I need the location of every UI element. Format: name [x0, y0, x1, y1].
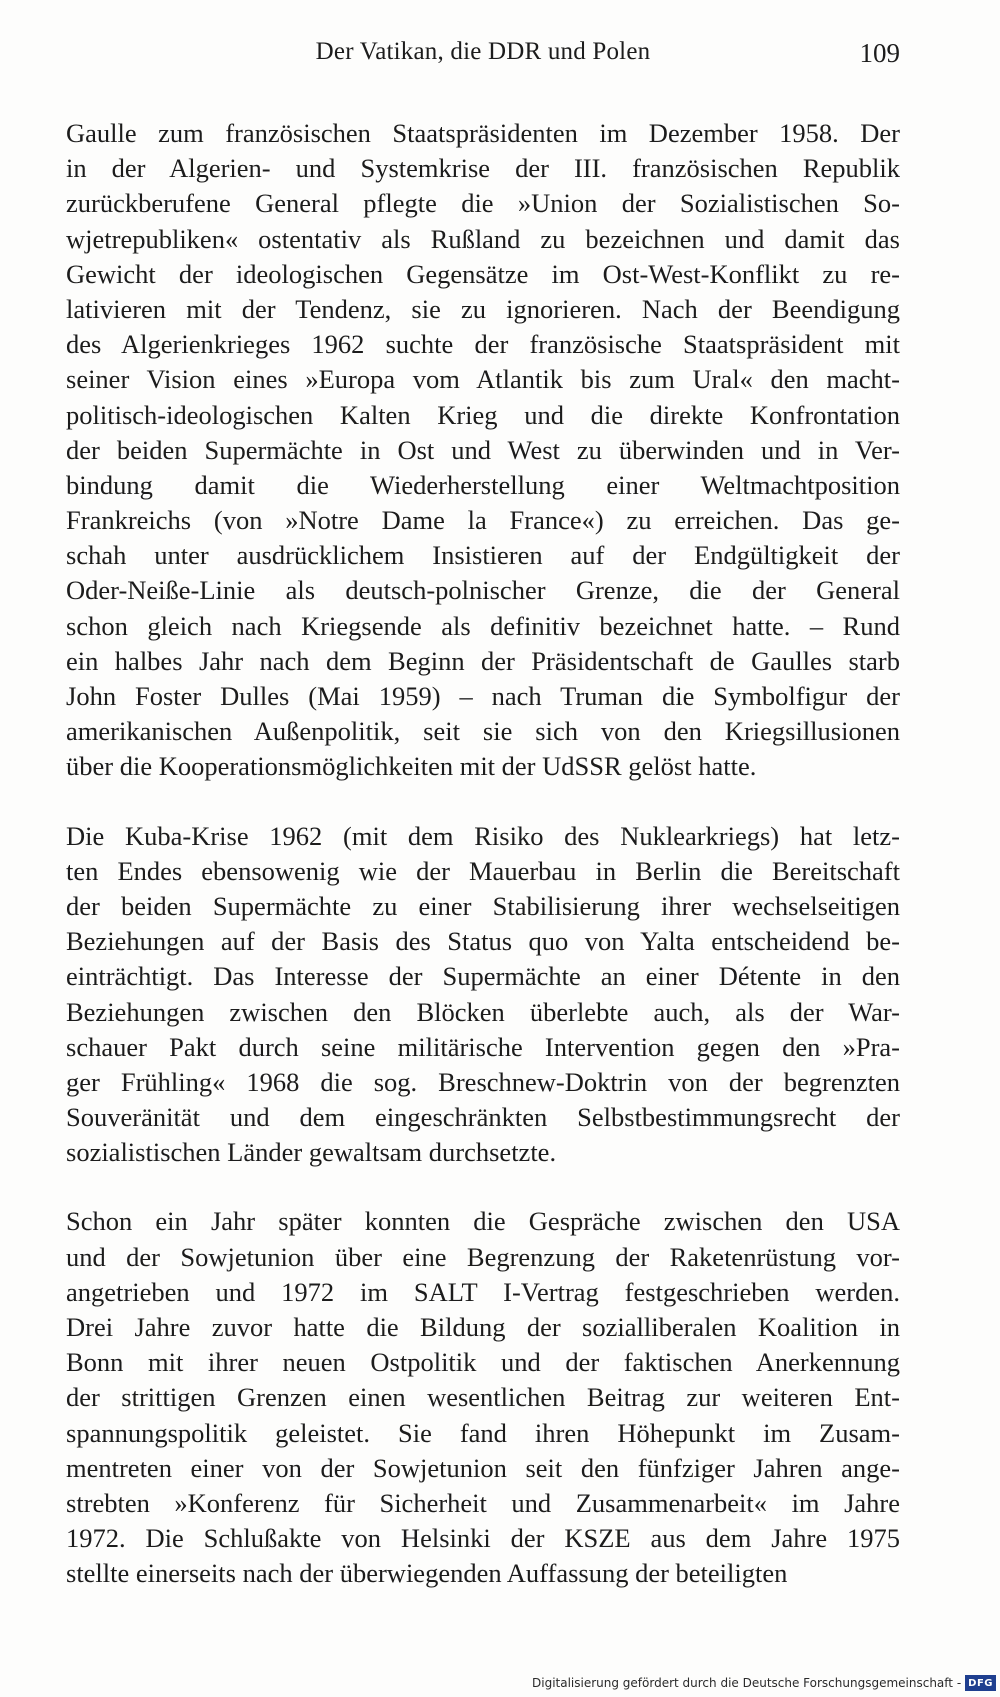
text-line: des Algerienkrieges 1962 suchte der französische Staatspräsident mit: [66, 329, 900, 360]
running-title: Der Vatikan, die DDR und Polen: [315, 38, 651, 65]
text-line: strebten »Konferenz für Sicherheit und Zusammenarbeit« im Jahre: [66, 1487, 900, 1518]
text-line: Beziehungen zwischen den Blöcken überlebte auch, als der War-: [66, 996, 900, 1027]
text-line: Souveränität und dem eingeschränkten Selbstbestimmungsrecht der: [66, 1102, 900, 1133]
text-line: Frankreichs (von »Notre Dame la France«) zu erreichen. Das ge-: [66, 505, 900, 536]
text-line: politisch-ideologischen Kalten Krieg und die direkte Konfrontation: [66, 399, 900, 430]
text-line: der beiden Supermächte in Ost und West zu überwinden und in Ver-: [66, 434, 900, 465]
text-line: in der Algerien- und Systemkrise der III. französischen Republik: [66, 153, 900, 184]
text-line: sozialistischen Länder gewaltsam durchsetzte.: [66, 1137, 557, 1168]
credit-text: Digitalisierung gefördert durch die Deutsche Forschungsgemeinschaft -: [532, 1676, 962, 1690]
text-line: spannungspolitik geleistet. Sie fand ihren Höhepunkt im Zusam-: [66, 1417, 900, 1448]
text-line: bindung damit die Wiederherstellung einer Weltmachtposition: [66, 469, 900, 500]
paragraph: [66, 116, 900, 785]
text-line: ten Endes ebensowenig wie der Mauerbau in Berlin die Bereitschaft: [66, 855, 900, 886]
text-line: schon gleich nach Kriegsende als definitiv bezeichnet hatte. – Rund: [66, 610, 900, 641]
running-head: [66, 38, 900, 78]
paragraph: [66, 1204, 900, 1591]
text-line: ein halbes Jahr nach dem Beginn der Präsidentschaft de Gaulles starb: [66, 645, 900, 676]
text-line: seiner Vision eines »Europa vom Atlantik bis zum Ural« den macht-: [66, 364, 900, 395]
digitization-credit: [532, 1673, 996, 1693]
text-line: Drei Jahre zuvor hatte die Bildung der sozialliberalen Koalition in: [66, 1312, 900, 1342]
text-line: lativieren mit der Tendenz, sie zu ignorieren. Nach der Beendigung: [66, 293, 900, 324]
text-line: 1972. Die Schlußakte von Helsinki der KSZE aus dem Jahre 1975: [66, 1523, 900, 1554]
dfg-logo: DFG: [965, 1675, 996, 1691]
text-line: einträchtigt. Das Interesse der Supermächte an einer Détente in den: [66, 961, 900, 992]
text-line: schah unter ausdrücklichem Insistieren auf der Endgültigkeit der: [66, 540, 900, 571]
text-line: und der Sowjetunion über eine Begrenzung der Raketenrüstung vor-: [66, 1241, 900, 1272]
text-line: zurückberufene General pflegte die »Union der Sozialistischen So-: [66, 188, 900, 219]
text-line: amerikanischen Außenpolitik, seit sie sich von den Kriegsillusionen: [66, 716, 900, 747]
text-line: Oder-Neiße-Linie als deutsch-polnischer Grenze, die der General: [66, 575, 900, 606]
text-line: Bonn mit ihrer neuen Ostpolitik und der faktischen Anerkennung: [66, 1347, 900, 1378]
text-line: schauer Pakt durch seine militärische Intervention gegen den »Pra-: [66, 1031, 900, 1062]
paragraph: [66, 819, 900, 1171]
text-line: über die Kooperationsmöglichkeiten mit der UdSSR gelöst hatte.: [66, 751, 757, 782]
text-line: der beiden Supermächte zu einer Stabilisierung ihrer wechselseitigen: [66, 890, 900, 921]
text-line: stellte einerseits nach der überwiegenden Auffassung der beteiligten: [66, 1558, 788, 1589]
body-text: [66, 116, 900, 1626]
text-line: angetrieben und 1972 im SALT I-Vertrag festgeschrieben werden.: [66, 1276, 900, 1307]
page-number: 109: [859, 38, 900, 68]
text-line: ger Frühling« 1968 die sog. Breschnew-Doktrin von der begrenzten: [66, 1066, 900, 1097]
text-line: wjetrepubliken« ostentativ als Rußland zu bezeichnen und damit das: [66, 223, 900, 254]
text-line: mentreten einer von der Sowjetunion seit den fünfziger Jahren ange-: [66, 1452, 900, 1483]
text-line: der strittigen Grenzen einen wesentlichen Beitrag zur weiteren Ent-: [66, 1382, 900, 1413]
text-line: Gewicht der ideologischen Gegensätze im Ost-West-Konflikt zu re-: [66, 258, 900, 289]
text-line: Schon ein Jahr später konnten die Gespräche zwischen den USA: [66, 1206, 900, 1237]
text-line: Die Kuba-Krise 1962 (mit dem Risiko des Nuklearkriegs) hat letz-: [66, 820, 900, 851]
text-line: John Foster Dulles (Mai 1959) – nach Truman die Symbolfigur der: [66, 681, 900, 711]
text-line: Gaulle zum französischen Staatspräsidenten im Dezember 1958. Der: [66, 118, 900, 148]
text-line: Beziehungen auf der Basis des Status quo von Yalta entscheidend be-: [66, 926, 900, 957]
